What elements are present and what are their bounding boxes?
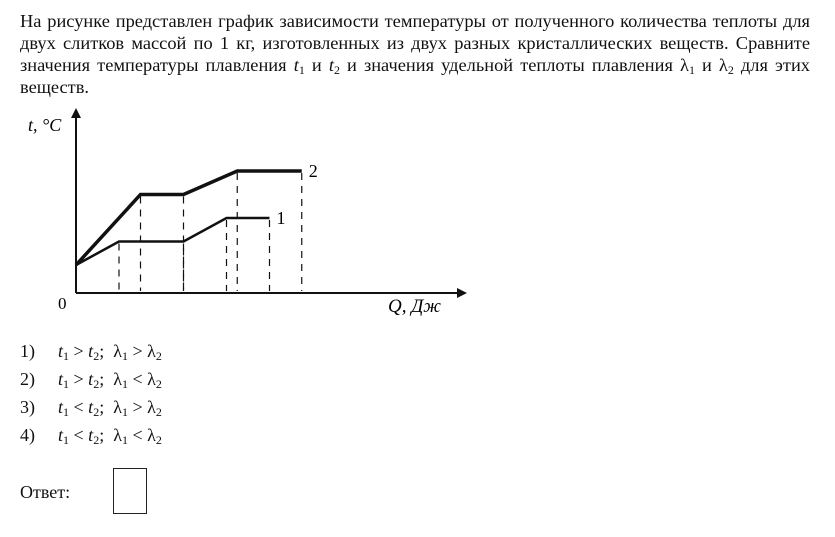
relation: <: [69, 397, 89, 417]
subscript: 2: [93, 377, 100, 391]
option-2: [20, 368, 162, 390]
question-part-1: На рисунке представлен график зависимости температуры от полученного количества теплоты для двух слитков массой по 1 кг, изготовленных из двух разных кристаллических веществ. Сравните значения температуры плавления: [20, 11, 810, 75]
subscript: 1: [121, 433, 128, 447]
symbol: λ: [113, 369, 122, 389]
x-axis-label: Q, Дж: [388, 296, 441, 317]
symbol: λ: [113, 341, 122, 361]
dashed-guides: [119, 173, 302, 291]
subscript: 2: [155, 349, 162, 363]
symbol: t: [88, 397, 94, 417]
question-part-2: и значения удельной теплоты плавления λ: [339, 55, 689, 75]
lambda1-subscript: 1: [688, 63, 695, 77]
symbol: t: [88, 341, 94, 361]
t1-symbol: t: [293, 55, 299, 75]
relation: <: [127, 425, 148, 445]
option-number: 3): [20, 397, 35, 417]
option-number: 4): [20, 425, 35, 445]
subscript: 1: [63, 433, 70, 447]
answer-input-box[interactable]: [113, 468, 147, 514]
subscript: 1: [121, 377, 128, 391]
answer-label: Ответ:: [20, 482, 71, 502]
separator: ;: [99, 341, 114, 361]
series-1-line: [76, 218, 270, 265]
relation: >: [127, 341, 148, 361]
symbol: λ: [147, 397, 156, 417]
relation: >: [127, 397, 148, 417]
symbol: t: [58, 369, 64, 389]
option-number: 2): [20, 369, 35, 389]
symbol: λ: [147, 341, 156, 361]
subscript: 1: [121, 405, 128, 419]
subscript: 2: [93, 349, 100, 363]
subscript: 2: [93, 405, 100, 419]
series-2-label: 2: [308, 161, 318, 181]
series-lines: [76, 171, 302, 265]
y-axis-label: t, °C: [28, 115, 62, 135]
subscript: 1: [63, 377, 70, 391]
series-1-label: 1: [276, 208, 286, 228]
lambda2-subscript: 2: [727, 63, 734, 77]
subscript: 1: [63, 349, 70, 363]
question-and-2: и λ: [694, 55, 728, 75]
symbol: λ: [113, 425, 122, 445]
separator: ;: [99, 369, 114, 389]
relation: <: [69, 425, 89, 445]
subscript: 1: [63, 405, 70, 419]
symbol: t: [88, 369, 94, 389]
question-and-1: и: [304, 55, 329, 75]
symbol: t: [58, 425, 64, 445]
origin-label: 0: [58, 294, 67, 313]
question-part-3: для этих веществ.: [20, 55, 810, 97]
separator: ;: [99, 425, 114, 445]
subscript: 1: [121, 349, 128, 363]
relation: >: [69, 341, 89, 361]
t1-subscript: 1: [298, 63, 305, 77]
t2-subscript: 2: [333, 63, 340, 77]
relation: >: [69, 369, 89, 389]
symbol: λ: [113, 397, 122, 417]
separator: ;: [99, 397, 114, 417]
option-3: [20, 396, 162, 418]
symbol: t: [58, 397, 64, 417]
option-4: [20, 424, 162, 446]
symbol: λ: [147, 369, 156, 389]
subscript: 2: [155, 433, 162, 447]
subscript: 2: [93, 433, 100, 447]
subscript: 2: [155, 377, 162, 391]
t2-symbol: t: [328, 55, 334, 75]
subscript: 2: [155, 405, 162, 419]
option-number: 1): [20, 341, 35, 361]
symbol: t: [58, 341, 64, 361]
option-1: [20, 340, 162, 362]
symbol: t: [88, 425, 94, 445]
symbol: λ: [147, 425, 156, 445]
relation: <: [127, 369, 148, 389]
